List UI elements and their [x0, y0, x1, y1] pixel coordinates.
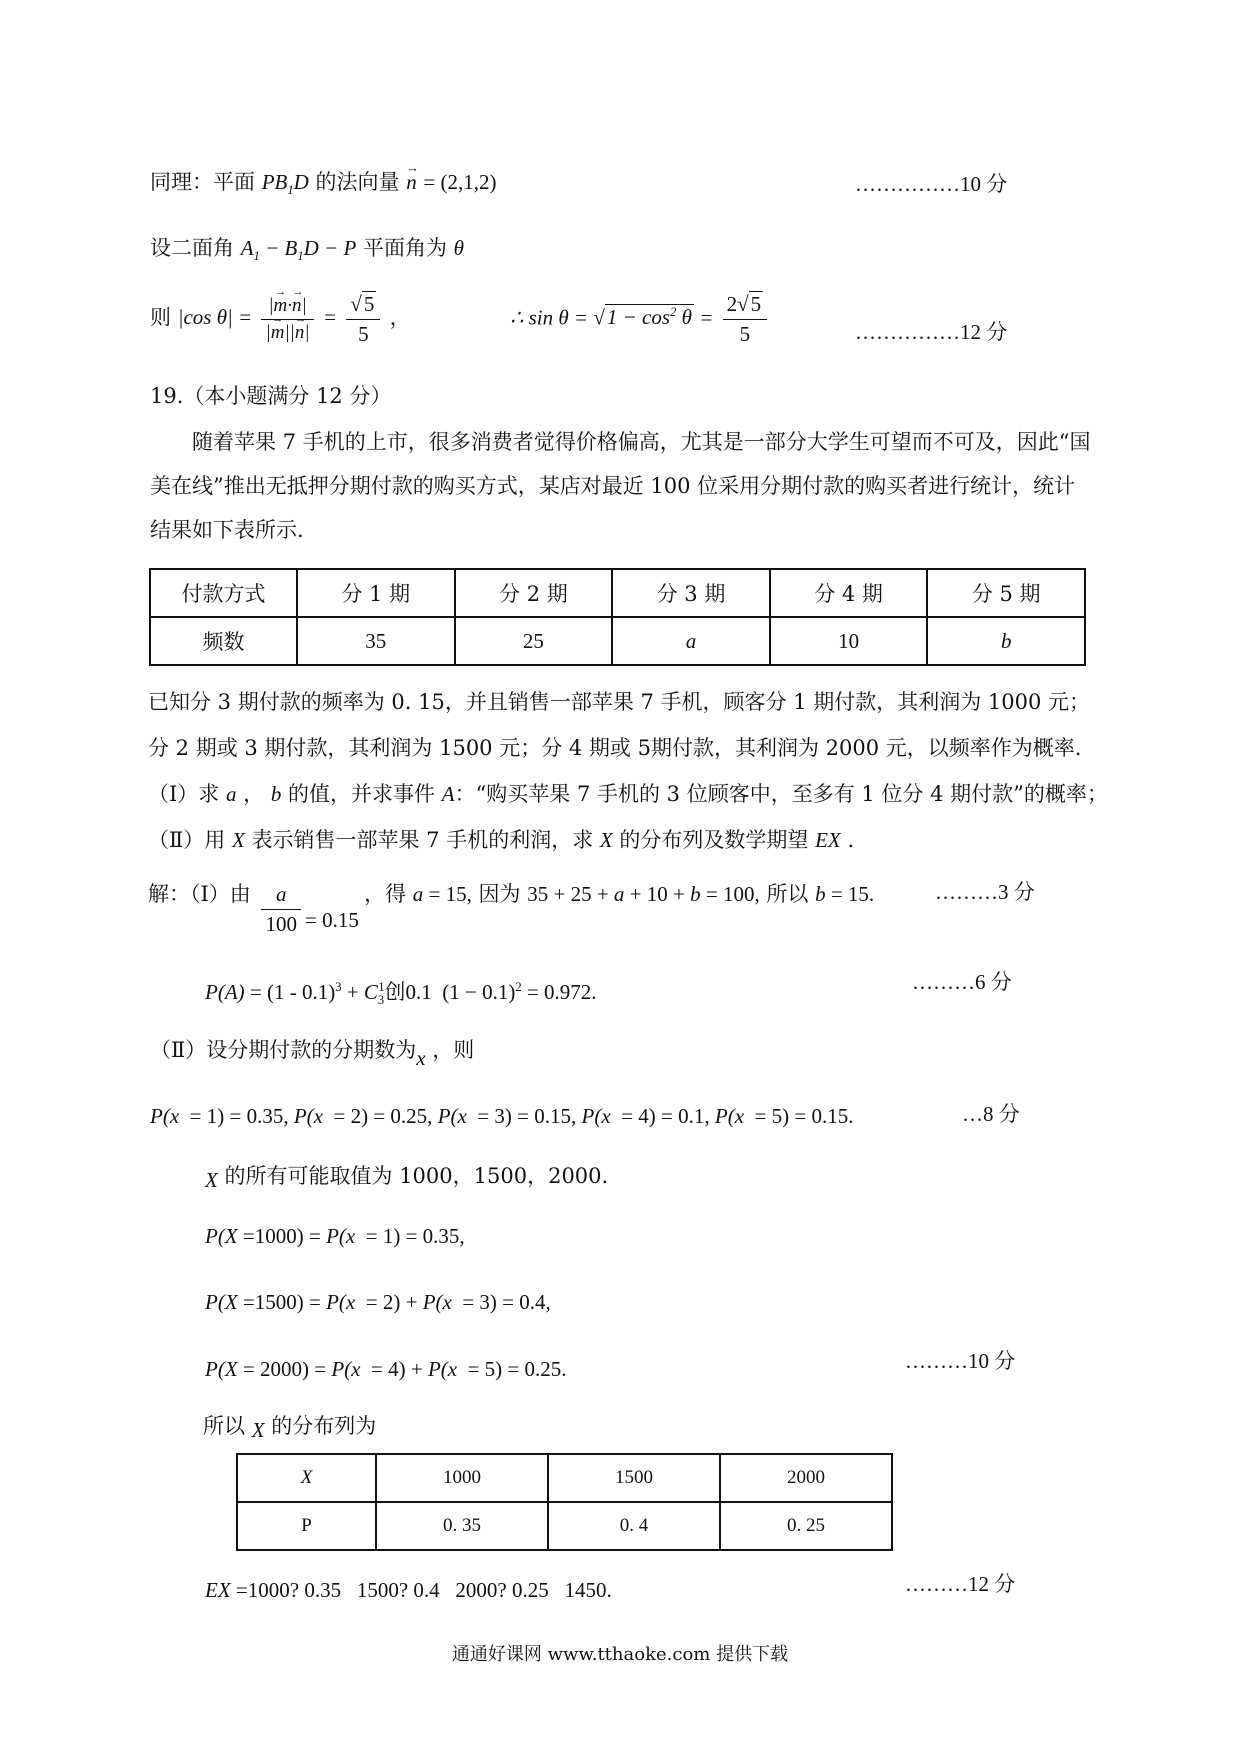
math-A: A — [441, 782, 455, 806]
table-cell: a — [612, 617, 770, 665]
math-probability-A: $P(A) = (1 - 0.1)^3 + C_3^1$创0.1 $(1 - 0.1)^2 = 0.972$. — [205, 980, 597, 1008]
text: 的法向量 — [315, 170, 400, 194]
page-footer: 通通好课网 www.tthaoke.com 提供下载 — [451, 1644, 789, 1665]
frequency-table — [149, 568, 1086, 666]
score-10: ……………10 分 — [855, 172, 1008, 196]
math-value: = (2,1,2) — [423, 170, 497, 194]
math-P-X-1500: P(X =1500) = P(x = 2) + P(x = 3) = 0.4, — [205, 1290, 551, 1314]
math-distribution-x: P(x = 1) = 0.35, P(x = 2) = 0.25, P(x = 3) = 0.15, P(x = 4) = 0.1, P(x = 5) = 0.15. — [150, 1104, 854, 1128]
math-b: b — [270, 782, 282, 806]
text: 的所有可能取值为 1000，1500，2000. — [224, 1164, 609, 1188]
table-cell: 0. 4 — [548, 1502, 720, 1550]
text: 平面角为 — [362, 236, 447, 260]
text: 则 — [150, 305, 171, 330]
line-dihedral-angle — [150, 232, 464, 264]
line-cos-sin — [150, 292, 411, 347]
solution-line-1 — [148, 878, 874, 937]
question-header: 19.（本小题满分 12 分） — [150, 384, 392, 408]
math-EX: EX — [815, 828, 841, 852]
question-intro: 随着苹果 7 手机的上市，很多消费者觉得价格偏高，尤其是一部分大学生可望而不可及，因此“国美在线”推出无抵押分期付款的购买方式，某店对最近 100 位采用分期付款的购买者进行统计，统计结果如下表所示. — [150, 430, 1091, 542]
math-a-value: a = 15, — [412, 882, 472, 906]
text: （Ⅱ）设分期付款的分期数为 — [150, 1038, 417, 1062]
text: 的分布列及数学期望 — [619, 828, 809, 852]
table-cell: 分 3 期 — [612, 569, 770, 617]
math-X: X — [599, 828, 613, 852]
text: ， — [389, 305, 411, 330]
distribution-table — [236, 1453, 893, 1551]
text: 因为 — [478, 882, 521, 906]
text: ， — [243, 782, 265, 806]
table-row — [150, 617, 1085, 665]
math-cos-expression: |cos θ| = $\frac{|\to m\cdot\to n|}{|\to m||\to n|}$ = $\frac{√5}{5}$ — [178, 305, 390, 329]
table-row — [237, 1502, 892, 1550]
text: ，得 — [364, 882, 407, 906]
table-cell: 2000 — [720, 1454, 892, 1502]
table-cell: 35 — [297, 617, 455, 665]
solution-line-5 — [205, 1160, 608, 1190]
math-X: X — [251, 1418, 265, 1442]
math-ratio: $\frac{a}{100}$ = 0.15 — [257, 882, 364, 906]
question-known-2: 分 2 期或 3 期付款，其利润为 1500 元；分 4 期或 5期付款，其利润为 2000 元，以频率作为概率. — [148, 736, 1082, 760]
table-cell: b — [927, 617, 1085, 665]
text: 表示销售一部苹果 7 手机的利润，求 — [251, 828, 594, 852]
math-sum: 35 + 25 + a + 10 + b = 100, — [527, 882, 760, 906]
table-cell: 10 — [770, 617, 928, 665]
table-cell: 0. 25 — [720, 1502, 892, 1550]
text: 所以 — [766, 882, 809, 906]
score-10-b: ………10 分 — [905, 1349, 1016, 1373]
table-cell: 分 5 期 — [927, 569, 1085, 617]
math-X: X — [205, 1168, 218, 1192]
table-cell: 频数 — [150, 617, 297, 665]
table-row — [150, 569, 1085, 617]
score-12-b: ………12 分 — [905, 1572, 1016, 1596]
math-theta: θ — [453, 236, 464, 260]
line-normal-vector — [150, 166, 496, 198]
text: 所以 — [203, 1414, 245, 1438]
math-X: X — [231, 828, 245, 852]
table-cell: 1000 — [376, 1454, 548, 1502]
solution-line-3 — [150, 1034, 475, 1070]
math-P-X-2000: P(X = 2000) = P(x = 4) + P(x = 5) = 0.25. — [205, 1357, 567, 1381]
text: ：“购买苹果 7 手机的 3 位顾客中，至多有 1 位分 4 期付款”的概率； — [454, 782, 1108, 806]
score-3: ………3 分 — [935, 880, 1035, 904]
math-dihedral: $A_1 - B_1D - P$ — [240, 236, 357, 264]
math-vector-n: → n — [406, 170, 417, 194]
text: 的值，并求事件 — [288, 782, 436, 806]
table-cell: P — [237, 1502, 376, 1550]
table-cell: 分 1 期 — [297, 569, 455, 617]
text: （Ⅰ）求 — [148, 782, 220, 806]
math-b-value: b = 15. — [815, 882, 875, 906]
table-cell: 分 2 期 — [455, 569, 613, 617]
text: 的分布列为 — [271, 1414, 377, 1438]
score-8: …8 分 — [962, 1102, 1020, 1126]
text: . — [847, 828, 855, 852]
score-12: ……………12 分 — [855, 320, 1008, 344]
table-row — [237, 1454, 892, 1502]
score-6: ………6 分 — [912, 970, 1012, 994]
text: 同理：平面 — [150, 170, 255, 194]
text: ，则 — [432, 1038, 475, 1062]
table-cell: 分 4 期 — [770, 569, 928, 617]
math-plane-pb1d: $PB_1D$ — [261, 170, 309, 198]
table-cell: 1500 — [548, 1454, 720, 1502]
table-cell: 0. 35 — [376, 1502, 548, 1550]
text: （Ⅱ）用 — [148, 828, 226, 852]
math-expectation: EX =1000? 0.35 1500? 0.4 2000? 0.25 1450. — [205, 1578, 612, 1602]
math-sin-expression: ∴ $\sin \theta = √1 - \cos^2 \theta$ = $\frac{2√5}{5}$ — [510, 292, 771, 347]
math-a: a — [225, 782, 237, 806]
question-part-1 — [148, 778, 1108, 808]
table-cell: 付款方式 — [150, 569, 297, 617]
text: 设二面角 — [150, 236, 234, 260]
table-cell: 25 — [455, 617, 613, 665]
table-cell: X — [237, 1454, 376, 1502]
question-part-2 — [148, 824, 854, 854]
text: 解：（Ⅰ）由 — [148, 882, 251, 906]
solution-line-9 — [203, 1410, 376, 1440]
math-P-X-1000: P(X =1000) = P(x = 1) = 0.35, — [205, 1224, 465, 1248]
math-x: x — [416, 1046, 426, 1070]
question-known-1: 已知分 3 期付款的频率为 0. 15，并且销售一部苹果 7 手机，顾客分 1 期付款，其利润为 1000 元； — [148, 690, 1091, 714]
